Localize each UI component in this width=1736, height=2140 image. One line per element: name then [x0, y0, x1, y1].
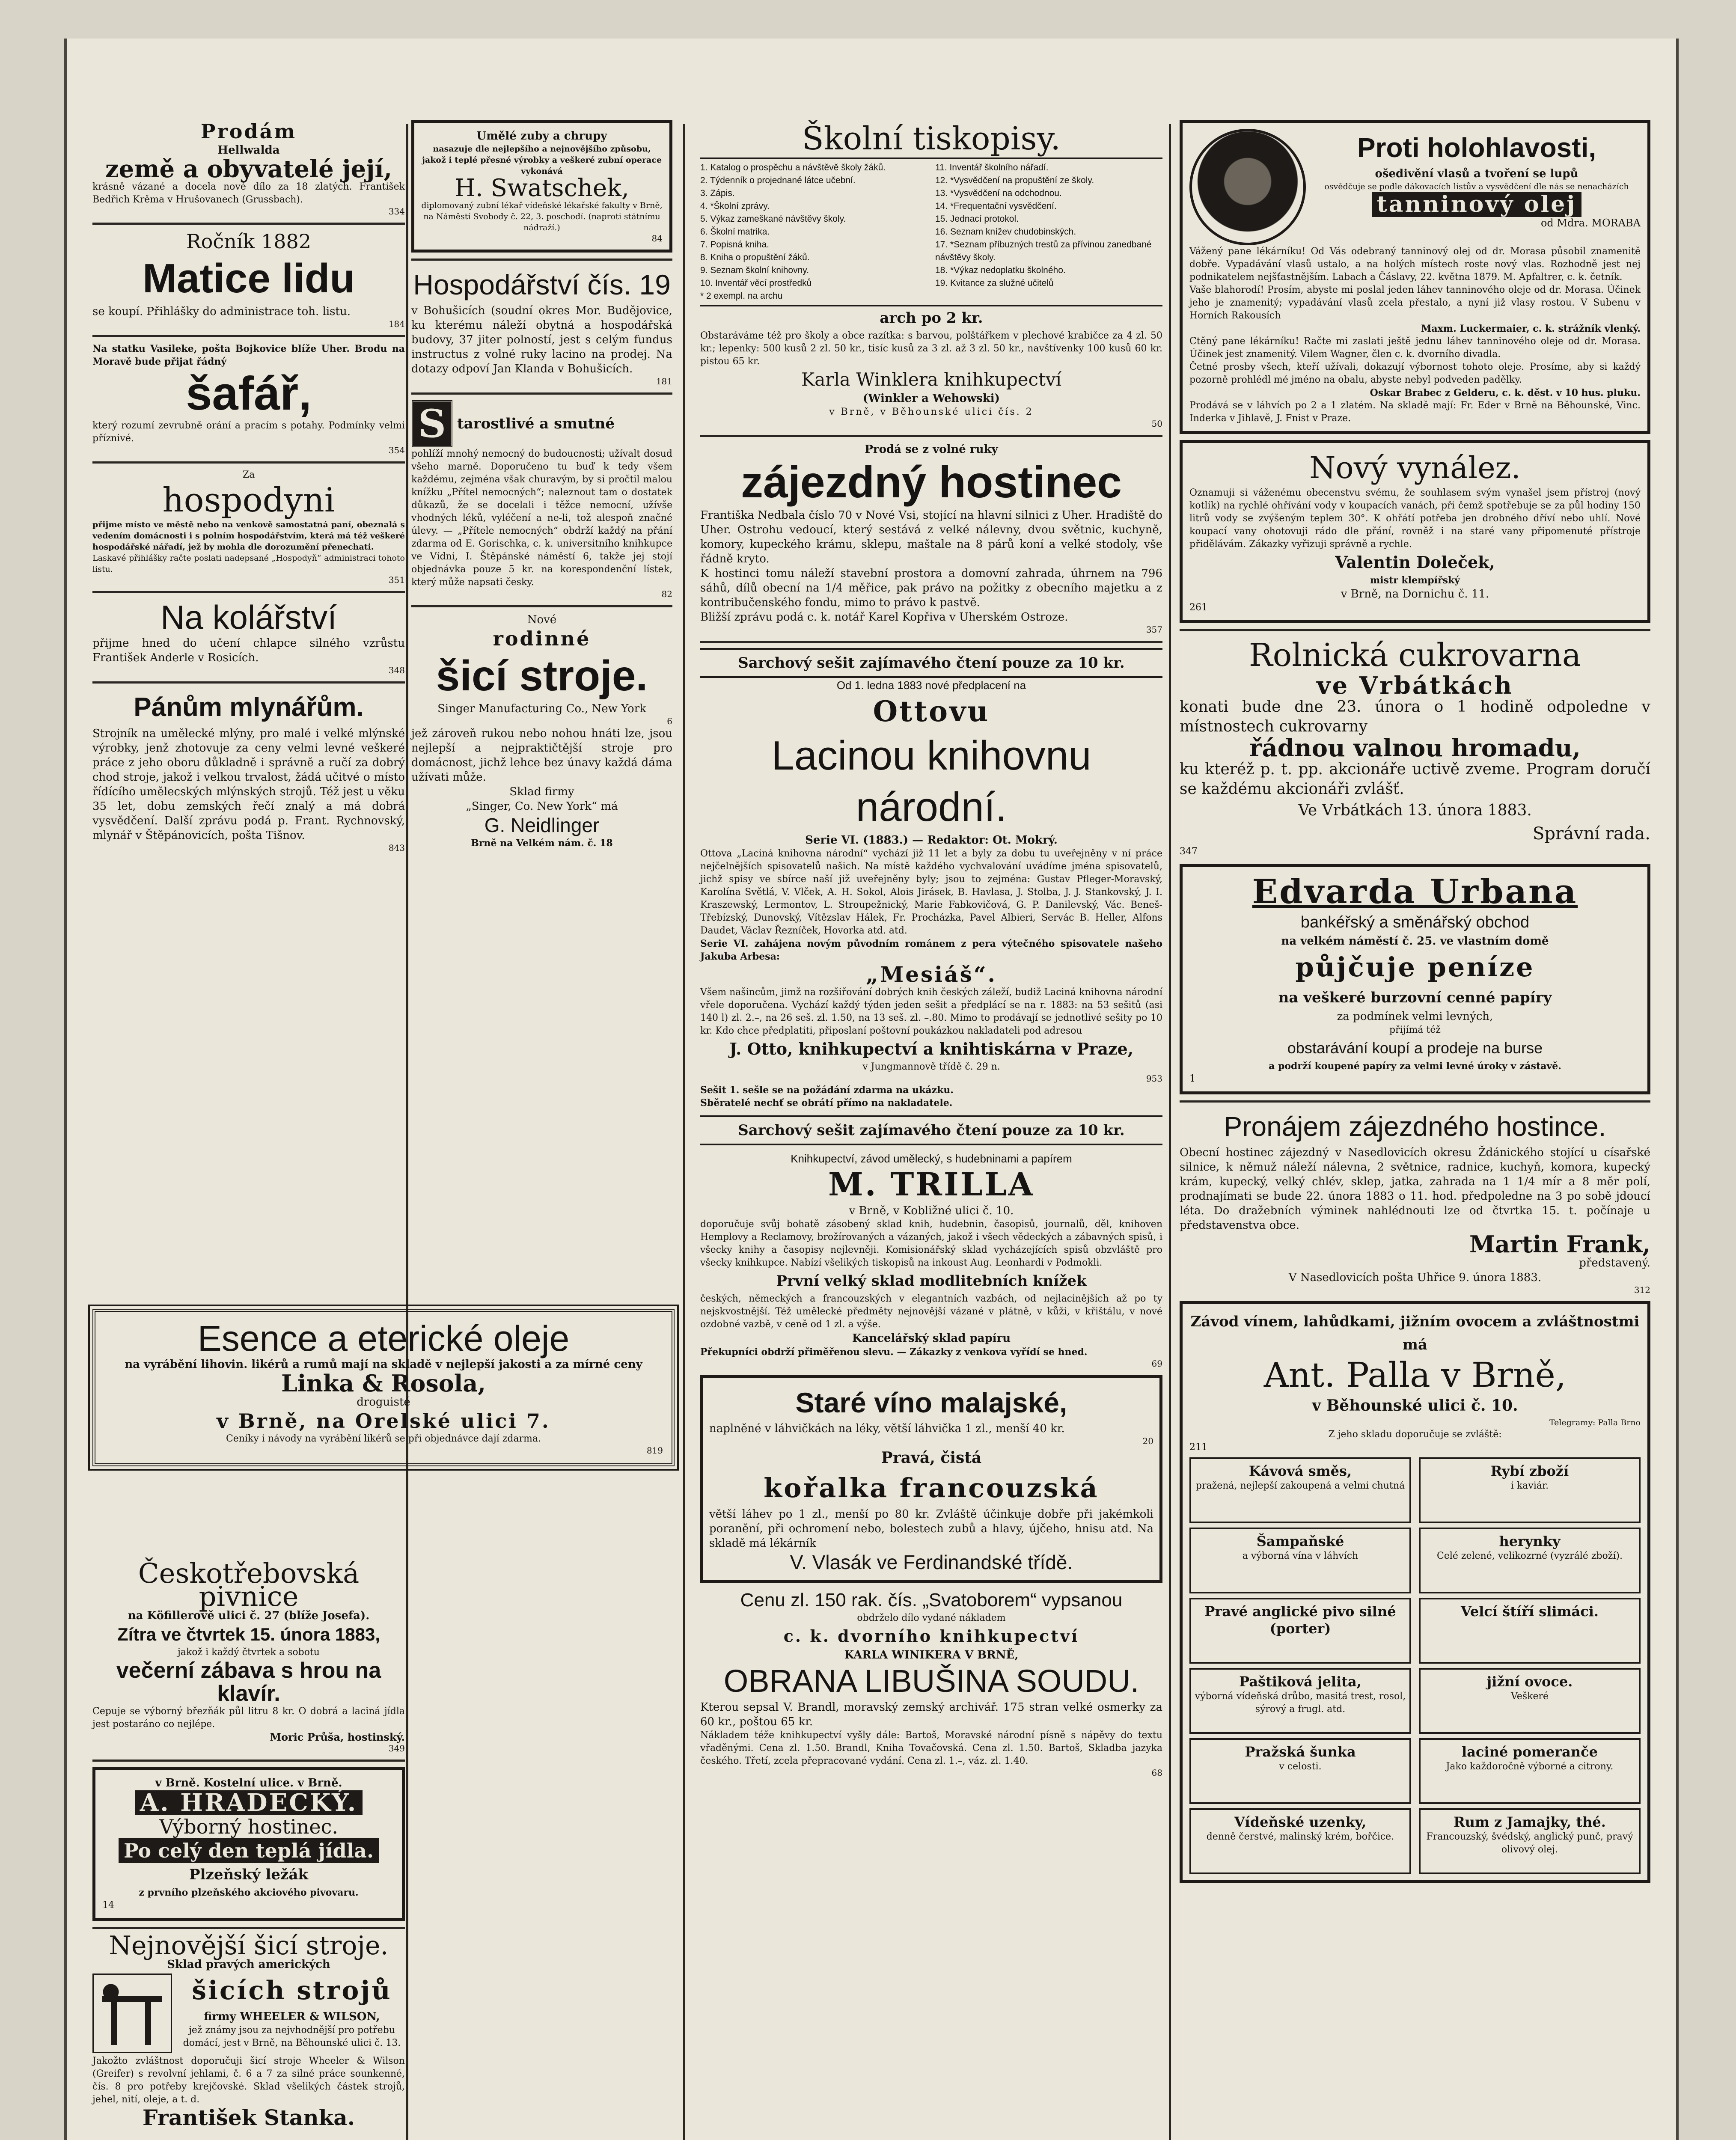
palla-item — [1189, 1808, 1411, 1874]
ad-number: 14 — [102, 1900, 114, 1911]
palla-item-text: Francouzský, švédský, anglický punč, pravý olivový olej. — [1426, 1831, 1633, 1855]
ad-headline: Školní tiskopisy. — [802, 120, 1061, 157]
ad-address: v Brně, v Kobližné ulici č. 10. — [849, 1204, 1014, 1217]
ad-number: 348 — [388, 665, 405, 675]
ad-number: 351 — [388, 575, 405, 585]
ad-text: jakož i každý čtvrtek a sobotu — [178, 1647, 320, 1658]
ad-text: jež známy jsou za nejvhodnější pro potřebu domácí, jest v Brně, na Běhounské ulici č. 13. — [183, 2025, 401, 2048]
ad-title: Prodám — [200, 120, 297, 143]
ad-address: v Brně, na Orelské ulici 7. — [217, 1409, 550, 1433]
palla-items — [1189, 1457, 1641, 1874]
list-item: 5. Výkaz zameškané návštěvy školy. — [700, 214, 846, 224]
ad-number: 84 — [651, 233, 663, 244]
ad-sign: Maxm. Luckermaier, c. k. strážník vlenký. — [1421, 323, 1641, 334]
palla-item-title: Rum z Jamajky, thé. — [1454, 1814, 1606, 1830]
list-item: 7. Popisná kniha. — [700, 240, 770, 250]
ad-hospodarstvi — [411, 266, 672, 386]
ad-firm: A. HRADECKÝ. — [135, 1790, 363, 1815]
ad-firm: M. TRILLA — [828, 1166, 1035, 1203]
ad-number: 68 — [1151, 1768, 1162, 1778]
ad-headline: Esence a eterické oleje — [197, 1318, 570, 1358]
list-item: 3. Zápis. — [700, 188, 735, 198]
column-3 — [700, 120, 1162, 1784]
palla-item-title: Vídeňské uzenky, — [1234, 1814, 1367, 1830]
ad-trilla — [700, 1151, 1162, 1369]
ad-sign: Správní rada. — [1533, 824, 1650, 844]
ad-number: 357 — [1146, 624, 1162, 635]
column-1 — [92, 120, 405, 859]
ad-novy-vynalez — [1180, 440, 1650, 623]
ad-text: Všem našincům, jimž na rozšiřování dobrých knih českých záleží, budiž Laciná knihovna národní vřele doporučena. Vychází každý týden jeden sešit a předplácí se na r. 1883: na 53 sešitů (asi 140 l) zl. 2.–, na 26 seš. zl. 1.50, na 13 seš. zl. –.80. Mimo to prodávají se jednotlivé sešity po 10 kr. Kdo chce předplatiti, připoslaní poštovní poukázkou nakladateli pod adresou — [700, 987, 1162, 1036]
ad-text: Telegramy: Palla Brno — [1549, 1418, 1641, 1427]
ad-zuby — [411, 120, 672, 253]
ad-text: Oznamuji si váženému obecenstvu svému, že souhlasem svým vynašel jsem přístroj (nový kotlík) na rychlé ohřívání vody v koupacích vanách, při čemž spotřebuje se za půl hodiny 150 litrů vody se zvýšeným teplem 30°. K ohřátí potřeba jen drobného dříví nebo uhlí. Nové koupací vany ohotovuji rádo dle přání, rovněž i na staré vany připomenuté přístroje přidělávám. Zákazky vyřizuji správně a rychle. — [1189, 487, 1641, 550]
ad-kolar — [92, 598, 405, 675]
list-item: 15. Jednací protokol. — [935, 214, 1019, 224]
ad-cukrovarna — [1180, 636, 1650, 858]
ad-text: nasazuje dle nejlepšího a nejnovějšího způsobu, jakož i teplé přesné výrobky a veškeré zubní operace vykonává — [422, 144, 662, 176]
ad-text: K hostinci tomu náleží stavební prostora a domovní zahrada, úhrnem na 796 sáhů, dílů obecní na 1/4 měřice, pak právo na požitky z obecního majetku a z kontribučenského fondu, mimo to právo k pastvě. — [700, 567, 1162, 609]
ad-zajezdny-hostinec — [700, 442, 1162, 635]
palla-item-title: Velcí štíří slimáci. — [1461, 1603, 1599, 1620]
ad-pivnice — [92, 1558, 405, 1754]
ad-title: Umělé zuby a chrupy — [476, 130, 607, 143]
ad-text: Vážený pane lékárníku! Od Vás odebraný tanninový olej od dr. Morasa působil znamenitě dobře. Vypadávání vlasů ustalo, a na holých místech roste nový vlas. Rozhodně jest nej podnikatelem nejšťastnějším. Labach a Čáslavy, 22. května 1879. M. Apfaltrer, c. k. četník. — [1189, 246, 1641, 282]
ad-text: který rozumí zevrubně orání a pracím s potahy. Podmínky velmi příznivé. — [92, 420, 405, 444]
ad-text: Vaše blahorodí! Prosím, abyste mi poslal jeden láhev tanninového oleje od dr. Morasa. Účinek jeho je znamenitý; vypadávání vlasů zcela přestalo, a nyní již vlasy rostou. V Subenu v Horních Rakousích — [1189, 285, 1641, 321]
portrait-icon — [1189, 129, 1306, 245]
list-item: 18. *Výkaz nedoplatku školného. — [935, 265, 1066, 275]
ad-headline: Na kolářství — [161, 598, 337, 636]
ad-text: Nové — [527, 613, 557, 626]
ad-headline: šicích strojů — [192, 1976, 392, 2006]
ad-number: 211 — [1189, 1442, 1207, 1453]
ad-firm: Ant. Palla v Brně, — [1263, 1355, 1567, 1395]
school-forms-left — [700, 161, 927, 303]
ad-text: arch po 2 kr. — [880, 309, 983, 327]
ad-number: 184 — [388, 319, 405, 329]
ad-headline: tarostlivé a smutné — [457, 415, 615, 432]
ad-number: 82 — [661, 589, 672, 599]
list-item: 9. Seznam školní knihovny. — [700, 265, 809, 275]
ad-number: 1 — [1189, 1073, 1195, 1084]
ad-headline: šicí stroje. — [436, 652, 648, 700]
ad-holohlavost — [1180, 120, 1650, 434]
ad-mlynar — [92, 689, 405, 853]
ad-text: českých, německých a francouzských v elegantních vazbách, od nejlacinějších až po ty nejskvostnější. Též umělecké předměty nejnovější vázané v plátně, v kůži, v křištálu, v nové ozdobné vazbě, v ceně od 1 zl. a výše. — [700, 1293, 1162, 1330]
ad-headline: zájezdný hostinec — [741, 458, 1122, 507]
ad-owner: František Stanka. — [142, 2105, 355, 2130]
ad-text: na vyrábění lihovin. likérů a rumů mají na skladě v nejlepší jakosti a za mírné ceny — [125, 1358, 642, 1371]
ad-text: Závod vínem, lahůdkami, jižním ovocem a zvláštnostmi má — [1190, 1313, 1640, 1353]
ad-text: větší láhev po 1 zl., menší po 80 kr. Zvláště účinkuje dobře při jakémkoli poranění, při ochromení nebo, bolestech zubů a hlavy, újčeho, hnisu atd. Na skladě má lékárník — [709, 1508, 1153, 1550]
ad-firm: KARLA WINIKERA V BRNĚ, — [844, 1649, 1019, 1661]
ad-address: na velkém náměstí č. 25. ve vlastním domě — [1281, 935, 1549, 948]
ad-text: Laskavé přihlášky račte poslati nadepsané „Hospodyň“ administraci tohoto listu. — [92, 553, 405, 574]
ad-title: Ročník 1882 — [186, 230, 311, 253]
list-item: 14. *Frequentační vysvědčení. — [935, 201, 1057, 211]
ad-text: Od 1. ledna 1883 nové předplacení na — [836, 679, 1026, 692]
ad-owner: V. Vlasák ve Ferdinandské třídě. — [790, 1551, 1073, 1573]
ad-text: Strojník na umělecké mlýny, pro malé i velké mlýnské výrobky, jenž zhotovuje za ceny velmi levné veškeré práce z jeho oboru důkladně i správně a ručí za dobrý chod stroje, jakož i velkou trvalost, žádá učitvé o místo řídícího umělecských mlýnských strojů. Též jest u věku 35 let, dobu zemských řečí znalý a má dobrá vysvědčení. Další zprávu podá p. Frant. Rychnovský, mlynář v Štěpánovicích, pošta Tišnov. — [92, 727, 405, 842]
ad-number: 6 — [667, 716, 672, 726]
ad-date: Ve Vrbátkách 13. února 1883. — [1298, 802, 1532, 819]
ad-text: Na statku Vasileke, pošta Bojkovice blíže Uher. Brodu na Moravě bude přijat řádný — [92, 343, 405, 367]
palla-item — [1189, 1598, 1411, 1664]
column-rule — [1169, 124, 1171, 2140]
ad-headline: Cenu zl. 150 rak. čís. „Svatoborem“ vypsanou — [740, 1590, 1123, 1611]
palla-item-title: Šampaňské — [1256, 1533, 1344, 1549]
list-item: 16. Seznam knížev chudobinských. — [935, 227, 1076, 237]
ad-headline: Proti holohlavosti, — [1357, 132, 1596, 163]
ad-firm: H. Swatschek, — [455, 174, 629, 202]
ad-number: 349 — [388, 1743, 405, 1754]
ad-vino — [700, 1375, 1162, 1583]
palla-item-text: Veškeré — [1510, 1691, 1549, 1702]
palla-item-text: i kaviár. — [1510, 1480, 1549, 1491]
ad-text: krásně vázané a docela nové dílo za 18 zlatých. František Bedřich Krěma v Hrušovanech (Grussbach). — [92, 181, 405, 205]
ad-address: v Jungmannově třídě č. 29 n. — [862, 1061, 1000, 1072]
palla-item-text: denně čerstvé, malinský krém, bořčice. — [1206, 1831, 1394, 1842]
ad-text: Sklad firmy — [509, 785, 574, 798]
list-item: 4. *Školní zprávy. — [700, 201, 770, 211]
ad-firm: firmy WHEELER & WILSON, — [204, 2010, 380, 2023]
ad-text: Knihkupectví, závod umělecký, s hudebninami a papírem — [791, 1152, 1072, 1165]
ad-text: obstarávání koupí a prodeje na burse — [1287, 1039, 1543, 1057]
ad-address: Brně na Velkém nám. č. 18 — [471, 838, 613, 849]
ad-text: Sešit 1. sešle se na požádání zdarma na ukázku. — [700, 1085, 954, 1096]
ad-firm: Edvarda Urbana — [1252, 872, 1578, 911]
column-rule — [683, 124, 685, 2140]
list-item: 12. *Vysvědčení na propuštění ze školy. — [935, 175, 1094, 185]
ad-headline: ve Vrbátkách — [1317, 672, 1513, 700]
ad-text: Serie VI. (1883.) — Redaktor: Ot. Mokrý. — [805, 834, 1058, 847]
list-item: 17. *Seznam příbuzných trestů za přívinou zanedbané návštěvy školy. — [935, 240, 1152, 262]
ad-text: naplněné v láhvičkách na léky, větší láhvička 1 zl., menší 40 kr. — [709, 1422, 1065, 1435]
ad-headline: Matice lidu — [142, 256, 355, 301]
column-rule — [406, 124, 408, 2140]
ad-text: Serie VI. zahájena novým původním románem z pera výtečného spisovatele našeho Jakuba Arbesa: — [700, 938, 1162, 962]
ad-text: Ottova „Laciná knihovna národní“ vychází již 11 let a byly za dobu tu uveřejněny v ní práce nejčelnějších spisovatelů našich. Na místě každého vychvalování uvádíme jména spisovatelů, jichž spisy ve sbírce naší již uveřejněny byly; jsou to zejména: Gustav Pfleger-Moravský, Karolína Světlá, V. Vlček, A. H. Sokol, Alois Jirásek, B. Havlasa, J. Stolba, J. J. Stankovský, J. I. Kraszewský, Lermontov, L. Stroupežnický, Marie Fabkovičová, G. P. Danilevský, Vác. Beneš-Třebízský, Dunovský, Vítězslav Hálek, Fr. Procházka, Pavel Albieri, Servác B. Heller, Alfons Daudet, Václav Řezníček, Hovorka atd. atd. — [700, 848, 1162, 936]
ad-headline: Nejnovější šicí stroje. — [109, 1931, 389, 1961]
ad-owner: Moric Průša, hostinský. — [270, 1731, 405, 1743]
ad-headline: večerní zábava s hrou na klavír. — [116, 1658, 381, 1706]
ad-sign: Oskar Brabec z Gelderu, c. k. děst. v 10 hus. pluku. — [1370, 387, 1641, 398]
ad-owner: G. Neidlinger — [484, 814, 600, 836]
ad-number: 347 — [1180, 846, 1198, 857]
list-item: 8. Kniha o propuštění žáků. — [700, 253, 810, 262]
ad-headline: půjčuje peníze — [1295, 951, 1535, 983]
palla-item — [1419, 1528, 1641, 1593]
ad-text: Překupníci obdrží přiměřenou slevu. — Zákazky z venkova vyřídí se hned. — [700, 1346, 1088, 1358]
ad-text: Sběratelé nechť se obrátí přímo na nakladatele. — [700, 1097, 953, 1109]
ad-number: 334 — [388, 206, 405, 217]
column-4 — [1180, 120, 1650, 1889]
column-2 — [411, 120, 672, 856]
ad-text: Obecní hostinec zájezdný v Nasedlovicích okresu Ždánického stojící u císařské silnice, k němuž náleží nálevna, 2 světnice, radnice, kuchyň, komora, kupecký krám, kupecký, velký chlév, sklep, jatka, zahrada na 1 1/4 mír a 8 měr polí, prodnajímati se bude 22. února 1883 o 11. hod. předpoledne na 3 po sobě jdoucí léta. Do dražebních výminek nahlédnouti lze od čtvrtka 15. t. počínaje u představenstva obce. — [1180, 1146, 1650, 1232]
ad-firm: c. k. dvorního knihkupectví — [783, 1626, 1079, 1646]
ad-date: Zítra ve čtvrtek 15. února 1883, — [117, 1624, 380, 1644]
palla-item — [1419, 1457, 1641, 1523]
ad-text: z prvního plzeňského akciového pivovaru. — [139, 1887, 359, 1898]
ad-date: V Nasedlovicích pošta Uhřice 9. února 1883. — [1288, 1271, 1542, 1284]
palla-item — [1419, 1738, 1641, 1804]
ad-skolni-tiskopisy — [700, 120, 1162, 429]
ad-urban — [1180, 864, 1650, 1094]
ad-text: Nákladem téže knihkupectví vyšly dále: Bartoš, Moravské národní písně s nápěvy do textu vřaděnými. Cena zl. 1.50. Brandl, Kniha Tovačovská. Cena zl. 1.50. Bartoš, Skladba jazyka českého. Třetí, zcela přepracované vydání. Cena zl. 1.–, váz. zl. 1.40. — [700, 1730, 1162, 1766]
palla-item — [1189, 1738, 1411, 1804]
palla-item-title: herynky — [1499, 1533, 1561, 1549]
ad-headline: První velký sklad modlitebních knížek — [776, 1272, 1087, 1290]
ad-text: a podrží koupené papíry za velmi levné úroky v zástavě. — [1269, 1061, 1561, 1072]
ad-text: ošedivění vlasů a tvoření se lupů — [1375, 167, 1578, 180]
ad-hospodyni — [92, 469, 405, 585]
ad-text: bankéřský a směnářský obchod — [1300, 913, 1530, 931]
palla-item — [1189, 1457, 1411, 1523]
ad-number: 181 — [656, 376, 672, 386]
ad-firm: Karla Winklera knihkupectví — [801, 369, 1062, 390]
palla-item-title: Pravé anglické pivo silné (porter) — [1204, 1603, 1396, 1637]
ad-firm: J. Otto, knihkupectví a knihtiskárna v Praze, — [729, 1039, 1133, 1058]
ad-address: v Brně, na Dornichu č. 11. — [1341, 588, 1489, 600]
palla-item — [1419, 1598, 1641, 1664]
palla-item-text: v celosti. — [1279, 1761, 1322, 1772]
palla-item-title: laciné pomeranče — [1462, 1744, 1598, 1760]
palla-item-text: Jako každoročně výborné a citrony. — [1446, 1761, 1614, 1772]
ad-text: Výborný hostinec. — [159, 1815, 339, 1838]
ad-text: jež zároveň rukou nebo nohou hnáti lze, jsou nejlepší a nejpraktičtější stroje pro domácnost, jichž lehce bez únavy každá dáma užívati může. — [411, 727, 672, 784]
banner-sesit: Sarchový sešit zajímavého čtení pouze za 10 kr. — [700, 1115, 1162, 1145]
ad-text: Ceníky i návody na vyrábění likérů se při objednávce dají zdarma. — [226, 1433, 541, 1444]
ad-text: Kterou sepsal V. Brandl, moravský zemský archivář. 175 stran velké osmerky za 60 kr., poštou 65 kr. — [700, 1701, 1162, 1728]
ad-text: droguisté — [357, 1396, 410, 1409]
ad-palla — [1180, 1301, 1650, 1883]
ad-headline: Hospodářství čís. 19 — [413, 269, 671, 300]
palla-item — [1419, 1808, 1641, 1874]
ad-text: Četné prosby všech, kteří užívali, dokazují výbornost tohoto oleje. Prosíme, aby si každý pozorně prohlédl mé jméno na obalu, abyste nebyl podveden padělky. — [1189, 362, 1641, 385]
ad-address: na Köfillerově ulici č. 27 (blíže Josefa). — [128, 1609, 370, 1622]
ad-headline: Rolnická cukrovarna — [1248, 637, 1581, 674]
ad-text: na veškeré burzovní cenné papíry — [1278, 989, 1552, 1006]
palla-item-text: výborná vídeňská drůbo, masitá trest, rosol, sýrový a frugl. atd. — [1195, 1691, 1406, 1715]
ad-firm: Linka & Rosola, — [281, 1370, 486, 1397]
ad-firm: Singer Manufacturing Co., New York — [437, 702, 646, 715]
list-item: 6. Školní matrika. — [700, 227, 770, 237]
palla-item-title: Paštiková jelita, — [1239, 1673, 1361, 1690]
ad-headline: Lacinou knihovnu národní. — [771, 733, 1091, 830]
ad-text: Po celý den teplá jídla. — [119, 1838, 379, 1863]
ad-headline: Pronájem zájezdného hostince. — [1224, 1111, 1606, 1142]
ad-text: rodinné — [493, 627, 591, 650]
ad-libuse — [700, 1589, 1162, 1778]
ad-text: v Brně. Kostelní ulice. v Brně. — [155, 1777, 342, 1789]
ad-text: Plzeňský ležák — [189, 1866, 308, 1883]
ad-firm: Valentin Doleček, — [1335, 553, 1495, 572]
ad-text: pohlíží mnohý nemocný do budoucnosti; užívalt dosud všeho marně. Doporučeno tu buď k tedy všem každému, zejména však churavým, by si pročtil malou knížku „Přítel nemocných“; naleznout tam o dostatek důkazů, že se docelali i těžce nemocní, užívše vhodných léků, vyléčení a ne-li, tož alespoň značné úlevy. — „Přítele nemocných“ obdrží každý na přání zdarma od E. Gorischka, c. k. universitního knihkupce ve Vídni, I. Štěpánské náměstí 6, takže jej stojí objednávka pouze 5 kr. na korespondenční lístek, který může napsati česky. — [411, 449, 672, 588]
palla-item-title: Rybí zboží — [1490, 1463, 1569, 1479]
palla-item-title: Kávová směs, — [1248, 1463, 1352, 1479]
ad-headline: země a obyvatelé její, — [105, 155, 392, 183]
ad-text: osvědčuje se podle dákovacích listův a vysvědčení dle nás se nenacházích — [1324, 182, 1629, 191]
ad-headline: „Mesiáš“. — [866, 962, 997, 987]
ad-sici-wheeler — [92, 1931, 405, 2130]
ad-number: 261 — [1189, 602, 1207, 613]
ad-text: doporučuje svůj bohatě zásobený sklad knih, hudebnin, časopisů, journalů, děl, knihoven Hemplovy a Reclamovy, brožírovaných a vázaných, jakož i všech vědeckých a zábavných spisů, i všecky knihy a časopisy nejlevněji. Komisionářský sklad vycházejících spisů obzvláště pro všecky knihkupce. Nabízí všelikých tiskopisů na inkoust Aug. Leonhardi v Podmokli. — [700, 1219, 1162, 1268]
ad-number: 354 — [388, 445, 405, 455]
ad-text: „Singer, Co. New York“ má — [466, 800, 618, 813]
ad-text: Ctěný pane lékárníku! Račte mi zaslati ještě jednu láhev tanninového oleje od dr. Morasa. Účinek jest znamenitý. Vilem Wagner, člen c. k. dvorního divadla. — [1189, 336, 1641, 360]
ad-text: představený. — [1579, 1257, 1650, 1269]
list-item: 11. Inventář školního nářadí. — [935, 163, 1049, 172]
ad-starostlive — [411, 400, 672, 599]
banner-sesit: Sarchový sešit zajímavého čtení pouze za 10 kr. — [700, 648, 1162, 678]
ad-headline: hospodyni — [162, 481, 335, 520]
ad-owner: Martin Frank, — [1469, 1230, 1650, 1258]
ad-text: Bližší zprávu podá c. k. notář Karel Kopřiva v Uherském Ostroze. — [700, 611, 1068, 624]
palla-item — [1189, 1668, 1411, 1734]
ad-number: 953 — [1146, 1073, 1162, 1084]
ad-subtitle: Hellwalda — [217, 144, 280, 157]
ad-text: Prodává se v láhvích po 2 a 1 zlatém. Na skladě mají: Fr. Eder v Brně na Běhounské, Vinc. Inderka v Jihlavě, J. Fnist v Praze. — [1189, 400, 1641, 424]
newspaper-page — [64, 39, 1679, 2140]
ad-text: (Winkler a Wehowski) — [863, 392, 1000, 405]
list-item: 1. Katalog o prospěchu a návštěvě školy žáků. — [700, 163, 886, 172]
ad-number: 819 — [646, 1445, 663, 1456]
ad-text: Z jeho skladu doporučuje se zvláště: — [1328, 1429, 1502, 1440]
ad-address: v Brně, v Běhounské ulici čís. 2 — [829, 407, 1034, 417]
ad-text: přijme hned do učení chlapce silného vzrůstu František Anderle v Rosicích. — [92, 637, 405, 664]
ad-text: Pravá, čistá — [881, 1449, 982, 1467]
list-item: 13. *Vysvědčení na odchodnou. — [935, 188, 1062, 198]
ad-number: 312 — [1634, 1285, 1650, 1295]
list-item: 19. Kvitance za služné učitelů — [935, 278, 1054, 288]
ad-text: diplomovaný zubní lékař vídeňské lékařské fakulty v Brně, na Náměstí Svobody č. 22, 3. poschodí. (naproti státnímu nádraží.) — [421, 201, 663, 232]
ad-text: přijímá též — [1389, 1025, 1441, 1035]
ad-text: ku kteréž p. t. pp. akcionáře uctivě zveme. Program doručí se každému akcionáři zvlášť. — [1180, 761, 1650, 798]
list-item: * 2 exempl. na archu — [700, 291, 783, 301]
school-forms-right — [935, 161, 1162, 303]
ad-headline: Nový vynález. — [1309, 450, 1521, 485]
sewing-machine-icon — [92, 1974, 172, 2053]
ad-matice — [92, 230, 405, 329]
palla-item-title: jižní ovoce. — [1486, 1673, 1573, 1690]
ad-text: v Bohušicích (soudní okres Mor. Budějovice, ku kterému náleží obytná a hospodářská budovy, 37 jiter polností, jest s celým fundus instructus z volné ruky lacino na prodej. Na dotazy odpoví Jan Klanda v Bohušicích. — [411, 304, 672, 375]
palla-item-text: pražená, nejlepší zakoupená a velmi chutná — [1195, 1480, 1405, 1491]
ad-text: Za — [242, 470, 255, 480]
list-item: 2. Týdenník o projednané látce učební. — [700, 175, 856, 185]
ad-number: 843 — [388, 843, 405, 853]
ad-text: Cepuje se výborný březňák půl litru 8 kr. O dobrá a laciná jídla jest postaráno co nejlépe. — [92, 1706, 405, 1730]
ad-text: přijme místo ve městě nebo na venkově samostatná paní, obeznalá s vedením domácnosti i s polním hospodářstvím, která má též veškeré hospodářské nářadí, jež by mohla dle dorozumění přenechati. — [92, 520, 405, 552]
ad-hradecky — [92, 1767, 405, 1921]
ad-text: Prodá se z volné ruky — [865, 443, 998, 456]
ad-otto — [700, 678, 1162, 1109]
ad-text: mistr klempířský — [1370, 575, 1460, 586]
palla-item — [1189, 1528, 1411, 1593]
ad-headline: tanninový olej — [1372, 192, 1581, 217]
ad-text: od Mdra. MORABA — [1540, 217, 1641, 229]
ad-prodam — [92, 120, 405, 217]
ad-headline: Pánům mlynářům. — [134, 693, 364, 722]
ad-text: konati bude dne 23. února o 1 hodině odpoledne v místnostech cukrovarny — [1180, 698, 1650, 735]
palla-item — [1419, 1668, 1641, 1734]
palla-item-text: a výborná vína v láhvích — [1242, 1551, 1358, 1561]
ad-number: 20 — [1142, 1436, 1153, 1446]
ad-headline: Českotřebovská pivnice — [138, 1558, 360, 1613]
ad-singer — [411, 612, 672, 850]
palla-item-title: Pražská šunka — [1245, 1744, 1356, 1760]
ad-safar — [92, 342, 405, 455]
ad-text: Kancelářský sklad papíru — [852, 1332, 1011, 1345]
ad-address: v Běhounské ulici č. 10. — [1312, 1397, 1518, 1415]
ad-initial: S — [411, 400, 453, 448]
ad-pronajem — [1180, 1108, 1650, 1295]
ad-text: Sklad pravých amerických — [167, 1958, 330, 1971]
ad-number: 69 — [1151, 1358, 1162, 1369]
ad-text: obdrželo dílo vydané nákladem — [857, 1613, 1006, 1623]
ad-text: Františka Nedbala číslo 70 v Nové Vsi, stojící na hlavní silnici z Uher. Hradiště do Uher. Ostrohu vedoucí, který sestává z velké nálevny, dvou světnic, kuchyně, komory, kupeckého krámu, sklepu, maštale na 8 párů koní a velké stodoly, vše řádně kryto. — [700, 509, 1162, 565]
ad-text: Jakožto zvláštnost doporučuji šicí stroje Wheeler & Wilson (Greifer) s revolvní jehlami, č. 6 a 7 za silné práce sounkenné, čís. 8 pro potřeby krejčovské. Sklad všelikých částek strojů, jehel, nití, oleje, a t. d. — [92, 2056, 405, 2105]
ad-headline: řádnou valnou hromadu, — [1249, 734, 1581, 762]
list-item: 10. Inventář věcí prostředků — [700, 278, 812, 288]
ad-headline: Staré víno malajské, — [795, 1387, 1067, 1418]
column-1-lower — [92, 1558, 405, 2135]
ad-headline: OBRANA LIBUŠINA SOUDU. — [723, 1663, 1139, 1699]
ad-text: Obstaráváme též pro školy a obce razítka: s barvou, polštářkem v plechové krabičce za 4 zl. 50 kr.; lepenky: 500 kusů 2 zl. 50 kr., tisíc kusů za 3 zl. až 3 zl. 50 kr., navštívenky 100 kusů 60 kr. pistou 65 kr. — [700, 330, 1162, 367]
ad-text: za podmínek velmi levných, — [1337, 1010, 1493, 1023]
ad-headline: šafář, — [186, 367, 312, 420]
ad-headline: kořalka francouzská — [764, 1472, 1099, 1504]
ad-text: se koupí. Přihlášky do administrace toh. listu. — [92, 305, 351, 318]
palla-item-text: Celé zelené, velikozrné (vyzrálé zboží). — [1437, 1551, 1623, 1561]
ad-number: 50 — [1151, 419, 1162, 429]
ad-esence — [88, 1301, 679, 1479]
ad-firm: Ottovu — [873, 695, 990, 728]
